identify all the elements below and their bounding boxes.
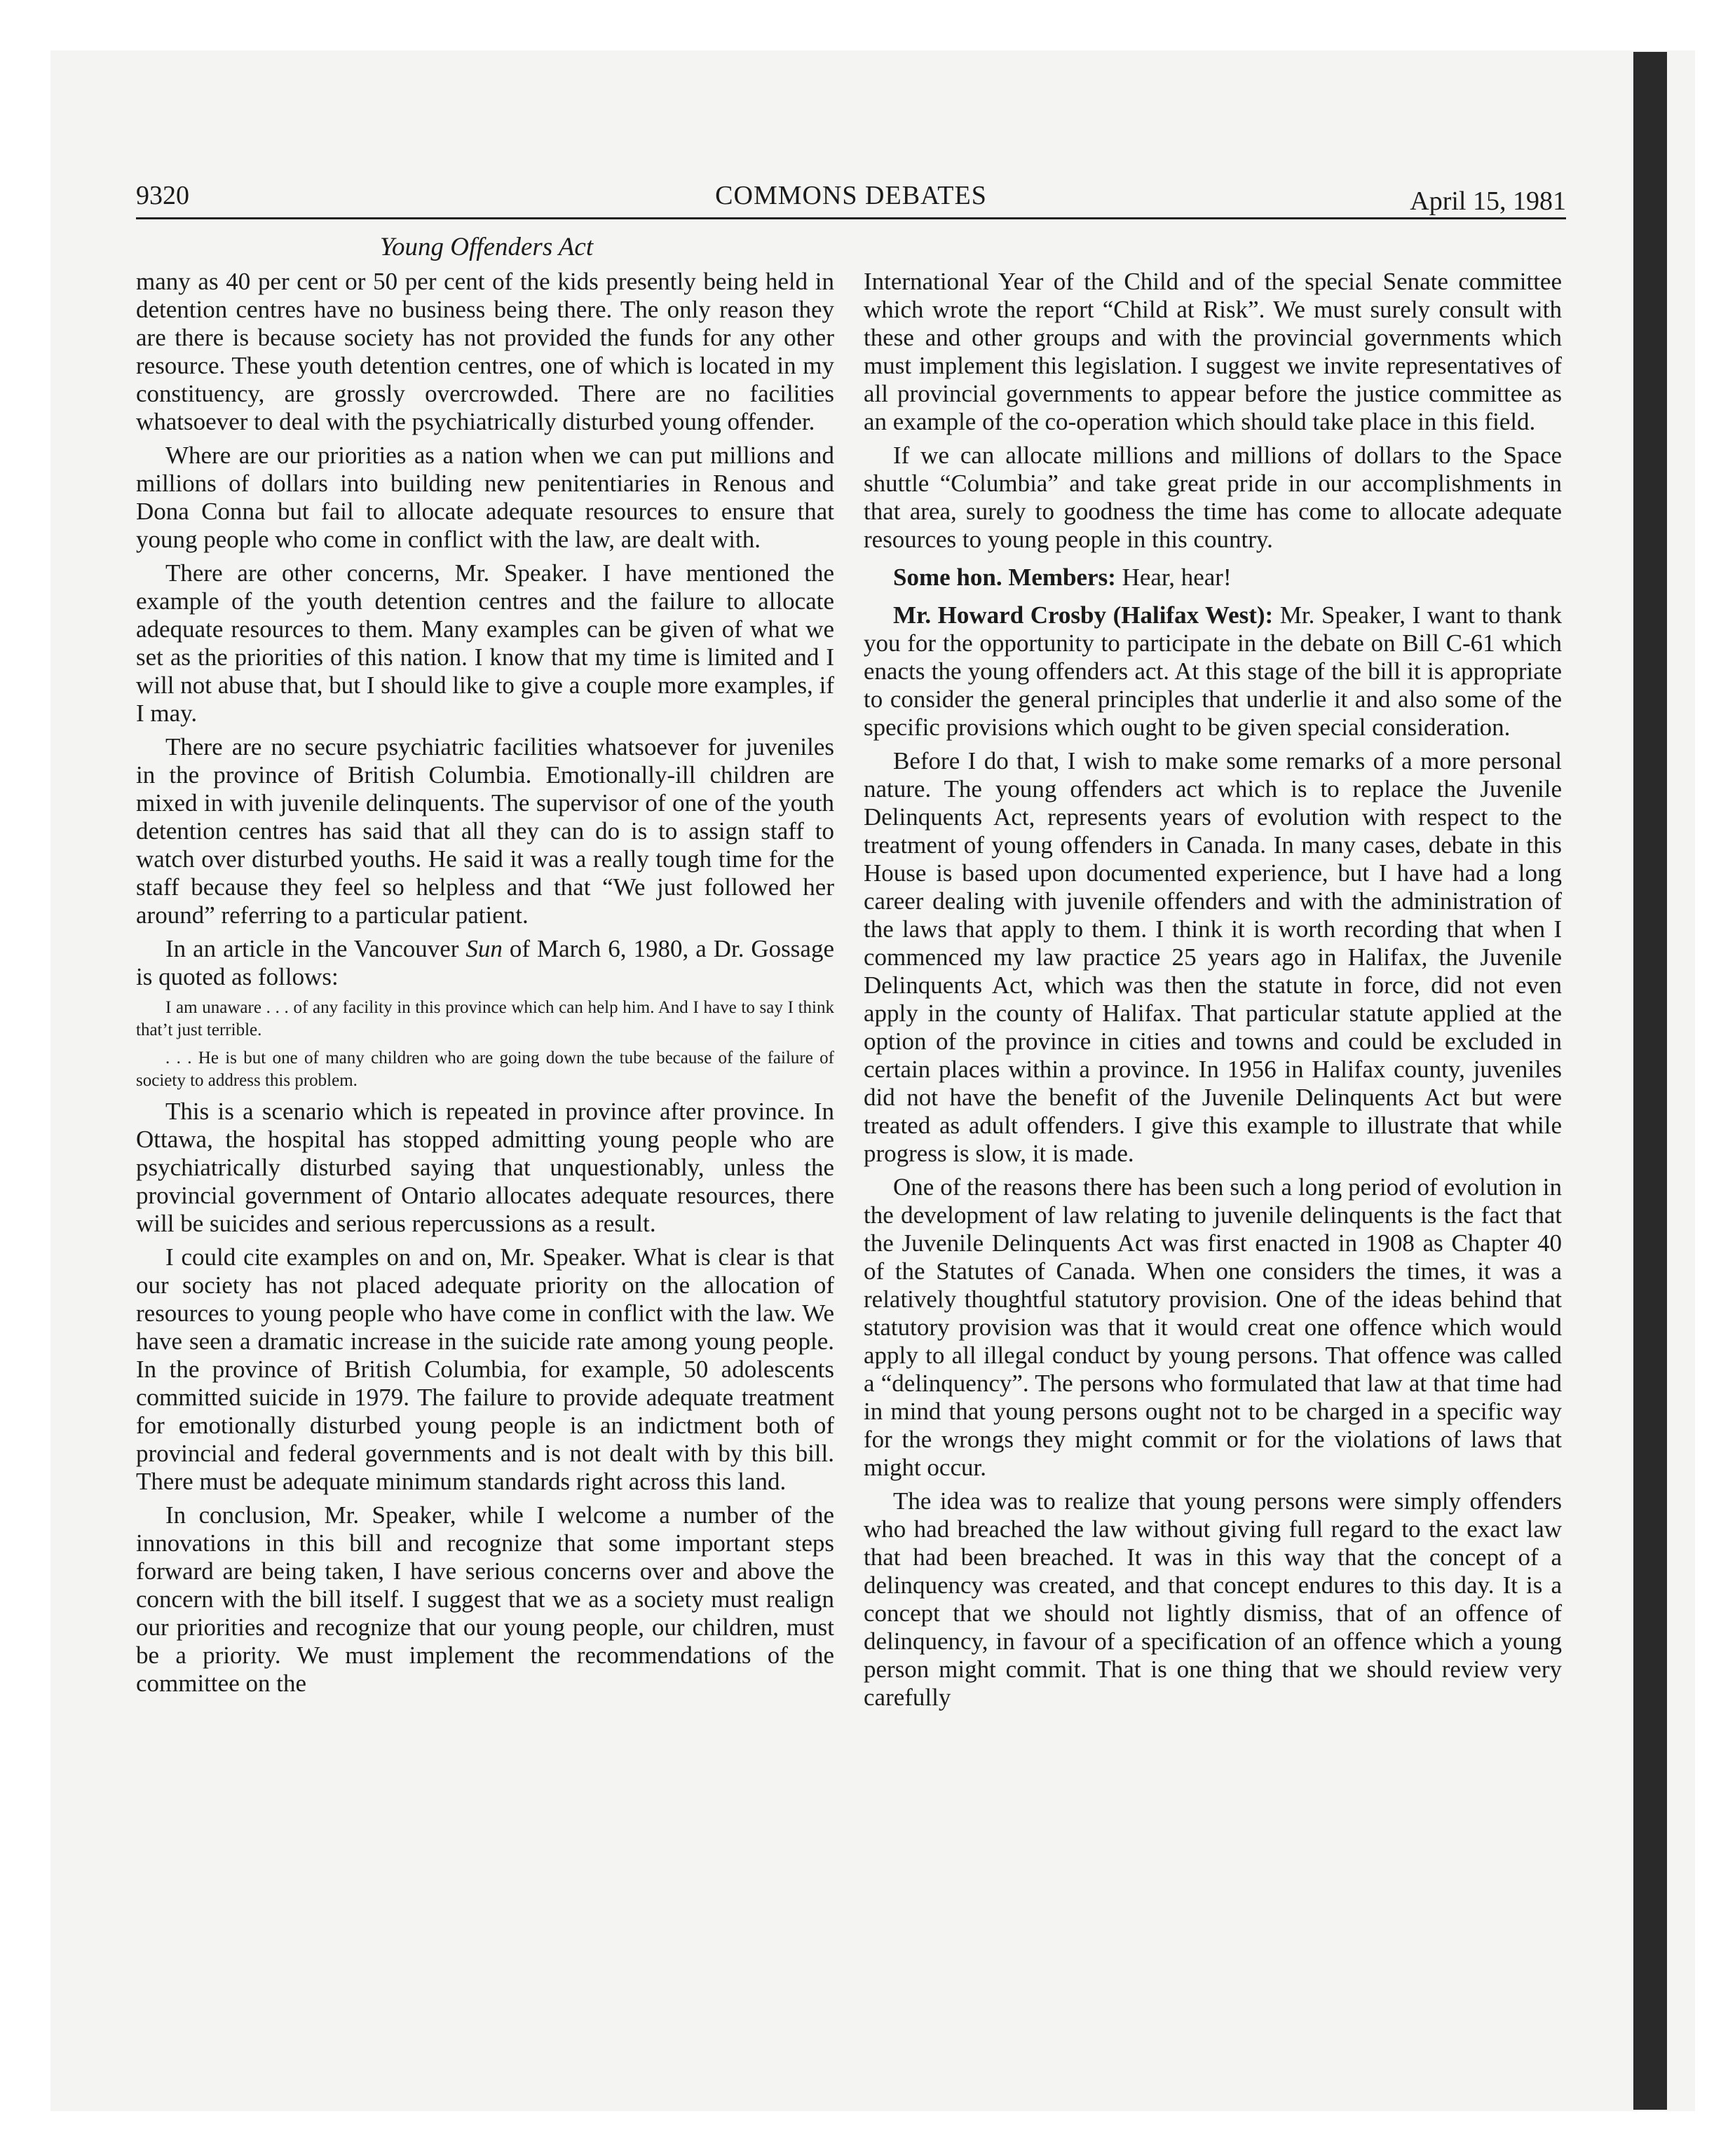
- paragraph: [136, 935, 834, 991]
- paragraph: This is a scenario which is repeated in province after province. In Ottawa, the hospital has stopped admitting young people who are psychiatrically disturbed saying that unquestionably, unless the provincial government of Ontario allocates adequate resources, there will be suicides and serious repercussions as a result.: [136, 1098, 834, 1237]
- speech: [864, 601, 1562, 742]
- paragraph: The idea was to realize that young persons were simply offenders who had breached the law without giving full regard to the exact law that had been breached. It was in this way that the concept of a delinquency was created, and that concept endures to this day. It is a concept that we should not lightly dismiss, that of an offence of delinquency, in favour of a specification of an offence which a young person might commit. That is one thing that we should review very carefully: [864, 1487, 1562, 1711]
- newspaper-name: Sun: [465, 935, 503, 962]
- publication-date: April 15, 1981: [1410, 186, 1566, 216]
- publication-title: COMMONS DEBATES: [715, 181, 987, 210]
- paragraph: many as 40 per cent or 50 per cent of the kids presently being held in detention centres have no business being there. The only reason they are there is because society has not provided the funds for any other resource. These youth detention centres, one of which is located in my constituency, are grossly overcrowded. There are no facilities whatsoever to deal with the psychiatrically disturbed young offender.: [136, 268, 834, 435]
- right-column: [864, 268, 1562, 1717]
- paragraph: One of the reasons there has been such a long period of evolution in the development of law relating to juvenile delinquents is the fact that the Juvenile Delinquents Act was first enacted in 1908 as Chapter 40 of the Statutes of Canada. When one considers the times, it was a relatively thoughtful statutory provision. One of the ideas behind that statutory provision was that it would creat one offence which would apply to all illegal conduct by young persons. That offence was called a “delinquency”. The persons who formulated that law at that time had in mind that young persons ought not to be charged in a specific way for the wrongs they might commit or for the violations of laws that might occur.: [864, 1173, 1562, 1481]
- paragraph: Where are our priorities as a nation when we can put millions and millions of dollars into building new penitentiaries in Renous and Dona Conna but fail to allocate adequate resources to ensure that young people who come in conflict with the law, are dealt with.: [136, 442, 834, 553]
- paragraph: There are no secure psychiatric facilities whatsoever for juveniles in the province of British Columbia. Emotionally-ill children are mixed in with juvenile delinquents. The supervisor of one of the youth detention centres has said that all they can do is to assign staff to watch over disturbed youths. He said it was a really tough time for the staff because they feel so helpless and that “We just followed her around” referring to a particular patient.: [136, 733, 834, 929]
- speech-text: Hear, hear!: [1115, 564, 1232, 591]
- left-column: [136, 268, 834, 1703]
- paragraph: Before I do that, I wish to make some remarks of a more personal nature. The young offenders act which is to replace the Juvenile Delinquents Act, represents years of evolution with respect to the treatment of young offenders in Canada. In many cases, debate in this House is based upon documented experience, but I have had a long career dealing with juvenile offenders and with the administration of the laws that apply to them. I think it is worth recording that when I commenced my law practice 25 years ago in Halifax, the Juvenile Delinquents Act, which was then the statute in force, did not even apply in the county of Halifax. That particular statute applied at the option of the province in cities and towns and could be excluded in certain places within a province. In 1956 in Halifax county, juveniles did not have the benefit of the Juvenile Delinquents Act but were treated as adult offenders. I give this example to illustrate that while progress is slow, it is made.: [864, 747, 1562, 1167]
- block-quote: . . . He is but one of many children who are going down the tube because of the failure of society to address this problem.: [136, 1049, 834, 1090]
- paragraph-text: In an article in the Vancouver: [165, 935, 466, 962]
- paragraph-text: of March 6, 1980, a Dr. Gossage is quoted as follows:: [136, 935, 834, 990]
- speaker-name: Mr. Howard Crosby (Halifax West):: [893, 601, 1274, 629]
- speaker-name: Some hon. Members:: [893, 564, 1116, 591]
- interjection: [864, 564, 1562, 592]
- block-quote: I am unaware . . . of any facility in this province which can help him. And I have to say I think that’t just terrible.: [136, 998, 834, 1039]
- paragraph: There are other concerns, Mr. Speaker. I have mentioned the example of the youth detention centres and the failure to allocate adequate resources to them. Many examples can be given of what we set as the priorities of this nation. I know that my time is limited and I will not abuse that, but I should like to give a couple more examples, if I may.: [136, 559, 834, 727]
- paragraph: International Year of the Child and of the special Senate committee which wrote the report “Child at Risk”. We must surely consult with these and other groups and with the provincial governments which must implement this legislation. I suggest we invite representatives of all provincial governments to appear before the justice committee as an example of the co-operation which should take place in this field.: [864, 268, 1562, 435]
- scan-edge-bar: [1633, 52, 1667, 2110]
- paragraph: If we can allocate millions and millions of dollars to the Space shuttle “Columbia” and take great pride in our accomplishments in that area, surely to goodness the time has come to allocate adequate resources to young people in this country.: [864, 442, 1562, 553]
- speech-text: Mr. Speaker, I want to thank you for the opportunity to participate in the debate on Bill C-61 which enacts the young offenders act. At this stage of the bill it is appropriate to consider the general principles that underlie it and also some of the specific provisions which ought to be given special consideration.: [864, 601, 1563, 741]
- paragraph: In conclusion, Mr. Speaker, while I welcome a number of the innovations in this bill and recognize that some important steps forward are being taken, I have serious concerns over and above the concern with the bill itself. I suggest that we as a society must realign our priorities and recognize that our young people, our children, must be a priority. We must implement the recommendations of the committee on the: [136, 1501, 834, 1697]
- page-number: 9320: [136, 181, 189, 210]
- running-title: Young Offenders Act: [379, 233, 594, 261]
- paragraph: I could cite examples on and on, Mr. Speaker. What is clear is that our society has not placed adequate priority on the allocation of resources to young people who have come in conflict with the law. We have seen a dramatic increase in the suicide rate among young people. In the province of British Columbia, for example, 50 adolescents committed suicide in 1979. The failure to provide adequate treatment for emotionally disturbed young people is an indictment both of provincial and federal governments and is not dealt with by this bill. There must be adequate minimum standards right across this land.: [136, 1243, 834, 1495]
- page-header: [136, 178, 1566, 219]
